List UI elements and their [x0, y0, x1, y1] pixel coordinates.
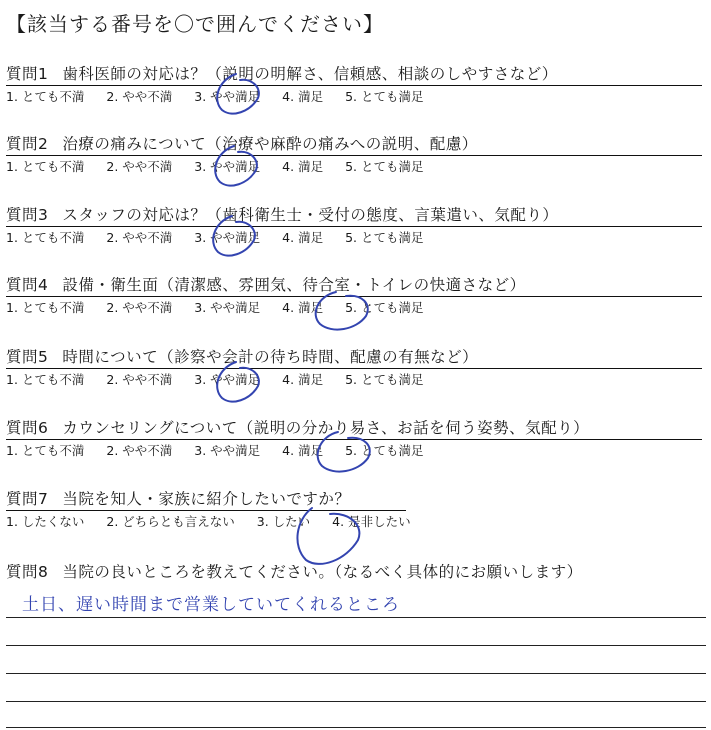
option-2[interactable]: 2. やや不満 — [106, 159, 173, 174]
question-text: 当院を知人・家族に紹介したいですか？ — [62, 490, 351, 508]
question-text: スタッフの対応は？（歯科衛生士・受付の態度、言葉遣い、気配り） — [62, 206, 559, 224]
question-label: 質問3 — [6, 206, 49, 224]
option-3[interactable]: 3. やや満足 — [194, 372, 261, 387]
handwritten-answer[interactable]: 土日、遅い時間まで営業していてくれるところ — [22, 595, 400, 615]
question-label: 質問1 — [6, 65, 49, 83]
option-5[interactable]: 5. とても満足 — [345, 443, 424, 458]
option-1[interactable]: 1. とても不満 — [6, 300, 85, 315]
option-2[interactable]: 2. やや不満 — [106, 89, 173, 104]
option-1[interactable]: 1. とても不満 — [6, 443, 85, 458]
underline — [6, 368, 702, 369]
question-text: 時間について（診察や会計の待ち時間、配慮の有無など） — [62, 348, 479, 366]
underline — [6, 155, 702, 156]
answer-line — [6, 727, 706, 728]
option-4[interactable]: 4. 満足 — [282, 300, 324, 315]
option-3[interactable]: 3. やや満足 — [194, 89, 261, 104]
option-2[interactable]: 2. やや不満 — [106, 372, 173, 387]
option-3[interactable]: 3. やや満足 — [194, 159, 261, 174]
answer-line — [6, 701, 706, 702]
option-1[interactable]: 1. とても不満 — [6, 230, 85, 245]
option-3[interactable]: 3. やや満足 — [194, 230, 261, 245]
option-4[interactable]: 4. 満足 — [282, 443, 324, 458]
question-label: 質問6 — [6, 419, 49, 437]
question-1 — [6, 62, 702, 105]
underline — [6, 85, 702, 86]
option-3[interactable]: 3. したい — [256, 514, 311, 529]
answer-line — [6, 617, 706, 618]
option-5[interactable]: 5. とても満足 — [345, 89, 424, 104]
question-3 — [6, 203, 702, 246]
underline — [6, 296, 702, 297]
option-4[interactable]: 4. 満足 — [282, 372, 324, 387]
option-5[interactable]: 5. とても満足 — [345, 372, 424, 387]
option-1[interactable]: 1. とても不満 — [6, 372, 85, 387]
question-label: 質問8 — [6, 563, 49, 581]
option-2[interactable]: 2. やや不満 — [106, 300, 173, 315]
question-6 — [6, 416, 702, 459]
question-2 — [6, 132, 702, 175]
option-5[interactable]: 5. とても満足 — [345, 300, 424, 315]
option-1[interactable]: 1. とても不満 — [6, 89, 85, 104]
option-4[interactable]: 4. 満足 — [282, 230, 324, 245]
question-7 — [6, 487, 411, 530]
option-3[interactable]: 3. やや満足 — [194, 443, 261, 458]
question-text: カウンセリングについて（説明の分かり易さ、お話を伺う姿勢、気配り） — [62, 419, 590, 437]
instruction-title: 【該当する番号を〇で囲んでください】 — [6, 12, 384, 36]
question-label: 質問5 — [6, 348, 49, 366]
answer-line — [6, 645, 706, 646]
question-text: 治療の痛みについて（治療や麻酔の痛みへの説明、配慮） — [62, 135, 478, 153]
question-8 — [6, 560, 702, 582]
question-label: 質問4 — [6, 276, 49, 294]
underline — [6, 439, 702, 440]
underline — [6, 226, 702, 227]
answer-line — [6, 673, 706, 674]
option-1[interactable]: 1. したくない — [6, 514, 85, 529]
option-3[interactable]: 3. やや満足 — [194, 300, 261, 315]
underline — [6, 510, 406, 511]
question-text: 設備・衛生面（清潔感、雰囲気、待合室・トイレの快適さなど） — [62, 276, 526, 294]
option-4[interactable]: 4. 満足 — [282, 159, 324, 174]
option-1[interactable]: 1. とても不満 — [6, 159, 85, 174]
option-2[interactable]: 2. やや不満 — [106, 230, 173, 245]
option-4[interactable]: 4. 是非したい — [332, 514, 411, 529]
option-2[interactable]: 2. やや不満 — [106, 443, 173, 458]
question-text: 歯科医師の対応は？（説明の明解さ、信頼感、相談のしやすさなど） — [62, 65, 558, 83]
question-text: 当院の良いところを教えてください。（なるべく具体的にお願いします） — [62, 563, 583, 581]
question-5 — [6, 345, 702, 388]
question-4 — [6, 273, 702, 316]
option-4[interactable]: 4. 満足 — [282, 89, 324, 104]
question-label: 質問2 — [6, 135, 49, 153]
question-label: 質問7 — [6, 490, 49, 508]
option-2[interactable]: 2. どちらとも言えない — [106, 514, 235, 529]
option-5[interactable]: 5. とても満足 — [345, 159, 424, 174]
option-5[interactable]: 5. とても満足 — [345, 230, 424, 245]
